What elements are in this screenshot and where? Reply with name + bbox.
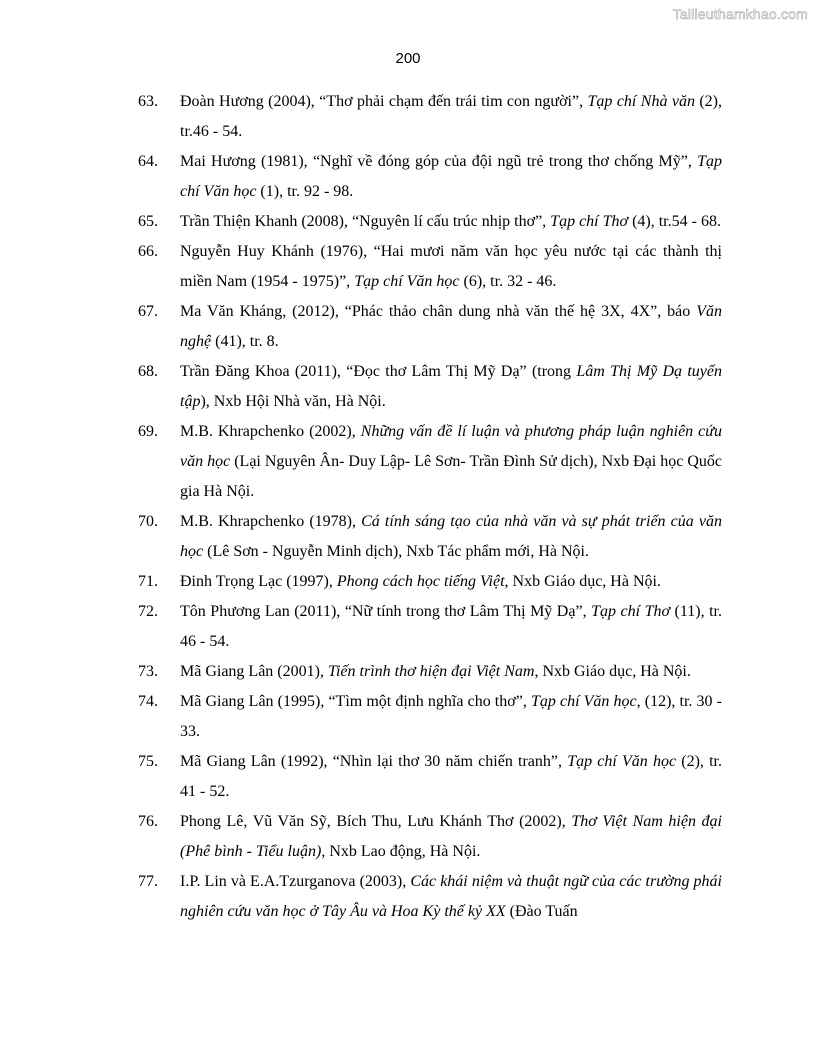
reference-text-segment: (Lại Nguyên Ân- Duy Lập- Lê Sơn- Trần Đình Sử dịch), Nxb Đại học Quốc gia Hà Nội. (180, 453, 723, 500)
reference-text (180, 867, 722, 927)
watermark-text: Tailieuthamkhao.com (672, 6, 808, 22)
reference-text-segment: (2), tr.46 - 54. (180, 93, 723, 140)
reference-number: 74. (138, 693, 158, 710)
reference-entry (138, 87, 722, 147)
reference-entry (138, 207, 722, 237)
reference-text-segment: , (12), tr. 30 - 33. (180, 693, 723, 740)
reference-text-segment: Ma Văn Kháng, (2012), “Phác thảo chân dung nhà văn thế hệ 3X, 4X”, báo (180, 303, 697, 320)
reference-entry (138, 297, 722, 357)
reference-text-segment: Mã Giang Lân (2001), (180, 663, 328, 680)
reference-text (180, 657, 722, 687)
reference-entry (138, 357, 722, 417)
reference-text-segment: M.B. Khrapchenko (1978), (180, 513, 362, 530)
reference-title-italic: Tạp chí Văn học (567, 753, 677, 770)
reference-text-segment: (41), tr. 8. (211, 333, 279, 350)
reference-title-italic: Tạp chí Văn học (180, 153, 722, 200)
reference-text-segment: , Nxb Giáo dục, Hà Nội. (534, 663, 691, 680)
reference-text-segment: (Đào Tuấn (505, 903, 578, 920)
reference-text-segment: Trần Thiện Khanh (2008), “Nguyên lí cấu trúc nhịp thơ”, (180, 213, 551, 230)
reference-entry (138, 237, 722, 297)
reference-title-italic: Tạp chí Thơ (550, 213, 629, 230)
reference-entry (138, 807, 722, 867)
reference-title-italic: Lâm Thị Mỹ Dạ tuyển tập (180, 363, 723, 410)
reference-text-segment: Mã Giang Lân (1992), “Nhìn lại thơ 30 năm chiến tranh”, (180, 753, 568, 770)
reference-text-segment: Đinh Trọng Lạc (1997), (180, 573, 337, 590)
reference-number: 77. (138, 873, 158, 890)
reference-number: 73. (138, 663, 158, 680)
reference-text-segment: , Nxb Giáo dục, Hà Nội. (504, 573, 661, 590)
reference-text (180, 297, 722, 357)
reference-entry (138, 507, 722, 567)
reference-text (180, 507, 722, 567)
reference-entry (138, 147, 722, 207)
reference-list (138, 87, 722, 927)
reference-text-segment: , Nxb Lao động, Hà Nội. (321, 843, 481, 860)
reference-text-segment: Trần Đăng Khoa (2011), “Đọc thơ Lâm Thị Mỹ Dạ” (trong (180, 363, 577, 380)
reference-text-segment: (4), tr.54 - 68. (628, 213, 721, 230)
reference-number: 72. (138, 603, 158, 620)
reference-entry (138, 567, 722, 597)
reference-number: 70. (138, 513, 158, 530)
reference-text (180, 597, 722, 657)
reference-number: 65. (138, 213, 158, 230)
reference-title-italic: Những vấn đề lí luận và phương pháp luận nghiên cứu văn học (180, 423, 723, 470)
reference-number: 69. (138, 423, 158, 440)
reference-text (180, 417, 722, 507)
reference-text-segment: (1), tr. 92 - 98. (256, 183, 354, 200)
reference-title-italic: Thơ Việt Nam hiện đại (Phê bình - Tiểu luận) (180, 813, 723, 860)
reference-number: 75. (138, 753, 158, 770)
reference-text-segment: Phong Lê, Vũ Văn Sỹ, Bích Thu, Lưu Khánh Thơ (2002), (180, 813, 572, 830)
reference-text-segment: Mã Giang Lân (1995), “Tìm một định nghĩa cho thơ”, (180, 693, 531, 710)
reference-number: 63. (138, 93, 158, 110)
reference-number: 71. (138, 573, 158, 590)
reference-title-italic: Tạp chí Nhà văn (587, 93, 695, 110)
reference-text (180, 87, 722, 147)
reference-number: 67. (138, 303, 158, 320)
reference-text-segment: Tôn Phương Lan (2011), “Nữ tính trong thơ Lâm Thị Mỹ Dạ”, (180, 603, 592, 620)
reference-text-segment: I.P. Lin và E.A.Tzurganova (2003), (180, 873, 411, 890)
page-number: 200 (395, 50, 421, 67)
reference-number: 66. (138, 243, 158, 260)
reference-text-segment: Nguyễn Huy Khánh (1976), “Hai mươi năm văn học yêu nước tại các thành thị miền Nam (1954 - 1975)”, (180, 243, 722, 290)
reference-title-italic: Tạp chí Thơ (591, 603, 671, 620)
reference-text (180, 357, 722, 417)
reference-text-segment: (6), tr. 32 - 46. (459, 273, 557, 290)
reference-text (180, 207, 722, 237)
reference-title-italic: Tiến trình thơ hiện đại Việt Nam (327, 663, 535, 680)
reference-entry (138, 657, 722, 687)
reference-entry (138, 867, 722, 927)
reference-text (180, 567, 722, 597)
reference-number: 68. (138, 363, 158, 380)
reference-number: 64. (138, 153, 158, 170)
reference-entry (138, 747, 722, 807)
reference-entry (138, 417, 722, 507)
reference-text (180, 237, 722, 297)
reference-title-italic: Phong cách học tiếng Việt (336, 573, 505, 590)
reference-text-segment: Mai Hương (1981), “Nghĩ về đóng góp của đội ngũ trẻ trong thơ chống Mỹ”, (180, 153, 698, 170)
reference-title-italic: Các khái niệm và thuật ngữ của các trường phái nghiên cứu văn học ở Tây Âu và Hoa Kỳ thế kỷ XX (180, 873, 723, 920)
reference-entry (138, 687, 722, 747)
reference-text (180, 147, 722, 207)
reference-text-segment: M.B. Khrapchenko (2002), (180, 423, 361, 440)
reference-title-italic: Tạp chí Văn học (530, 693, 637, 710)
reference-text (180, 807, 722, 867)
reference-text-segment: ), Nxb Hội Nhà văn, Hà Nội. (200, 393, 386, 410)
reference-text-segment: (Lê Sơn - Nguyễn Minh dịch), Nxb Tác phẩm mới, Hà Nội. (203, 543, 589, 560)
reference-text-segment: Đoàn Hương (2004), “Thơ phải chạm đến trái tim con người”, (180, 93, 588, 110)
reference-title-italic: Văn nghệ (180, 303, 722, 350)
reference-text (180, 747, 722, 807)
reference-title-italic: Cá tính sáng tạo của nhà văn và sự phát triển của văn học (180, 513, 722, 560)
reference-text (180, 687, 722, 747)
reference-text-segment: (2), tr. 41 - 52. (180, 753, 722, 800)
reference-number: 76. (138, 813, 158, 830)
reference-entry (138, 597, 722, 657)
reference-title-italic: Tạp chí Văn học (354, 273, 460, 290)
reference-text-segment: (11), tr. 46 - 54. (180, 603, 723, 650)
